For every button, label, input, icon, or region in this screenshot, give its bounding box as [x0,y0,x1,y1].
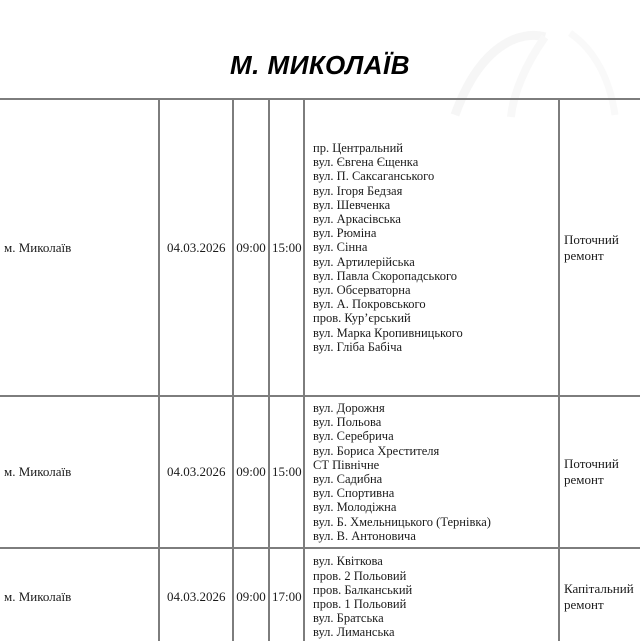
start-time-cell: 09:00 [233,548,269,641]
outage-table-body [0,99,640,641]
street-line: вул. Павла Скоропадського [313,268,458,283]
street-line: вул. Лиманська [313,625,395,640]
date-cell: 04.03.2026 [159,99,233,396]
table-row [0,396,640,548]
street-line: вул. Обсерваторна [313,283,411,297]
street-line: вул. Дорожня [313,400,385,415]
start-time-cell: 09:00 [233,396,269,548]
street-line: вул. Б. Хмельницького (Тернівка) [313,514,491,529]
table-row [0,548,640,641]
table-row [0,99,640,396]
page-title: М. МИКОЛАЇВ [229,50,411,80]
city-cell: м. Миколаїв [0,396,159,548]
streets-cell [304,99,559,396]
start-time-cell: 09:00 [233,99,269,396]
street-line: пров. 2 Польовий [313,568,407,583]
street-line: вул. Ігоря Бедзая [313,183,403,198]
street-line: вул. Серебрича [313,429,394,444]
street-line: вул. П. Саксаганського [313,169,435,184]
street-line: пров. 1 Польовий [313,597,407,611]
street-line: вул. Спортивна [313,486,395,501]
city-cell: м. Миколаїв [0,548,159,641]
street-line: пров. Балканський [313,582,413,597]
street-line: вул. Братська [313,611,384,626]
work-type-cell: Поточний ремонт [559,396,640,548]
street-line: вул. Шевченка [313,197,391,212]
street-list [313,401,557,543]
outage-table [0,98,640,641]
street-line: вул. Садибна [313,472,383,486]
street-line: вул. Марка Кропивницького [313,325,463,340]
city-cell: м. Миколаїв [0,99,159,396]
street-line: вул. Аркасівська [313,211,401,226]
work-type-cell: Поточний ремонт [559,99,640,396]
street-list [313,554,557,639]
date-cell: 04.03.2026 [159,548,233,641]
street-line: вул. Сінна [313,240,368,255]
work-type-cell: Капітальний ремонт [559,548,640,641]
street-line: СТ Північне [313,457,380,472]
street-line: вул. Артилерійська [313,254,415,269]
street-list [313,141,557,354]
end-time-cell: 15:00 [269,99,304,396]
streets-cell [304,548,559,641]
street-line: вул. Бориса Хрестителя [313,443,440,458]
street-line: вул. Молодіжна [313,500,397,515]
end-time-cell: 17:00 [269,548,304,641]
streets-cell [304,396,559,548]
street-line: вул. Рюміна [313,226,377,241]
street-line: вул. В. Антоновича [313,528,416,543]
end-time-cell: 15:00 [269,396,304,548]
date-cell: 04.03.2026 [159,396,233,548]
street-line: вул. А. Покровського [313,297,426,312]
street-line: вул. Євгена Єщенка [313,155,419,170]
street-line: пр. Центральний [313,140,403,155]
street-line: вул. Квіткова [313,554,383,569]
street-line: вул. Гліба Бабіча [313,339,403,354]
street-line: пров. Кур’єрський [313,311,411,326]
street-line: вул. Польова [313,415,382,430]
